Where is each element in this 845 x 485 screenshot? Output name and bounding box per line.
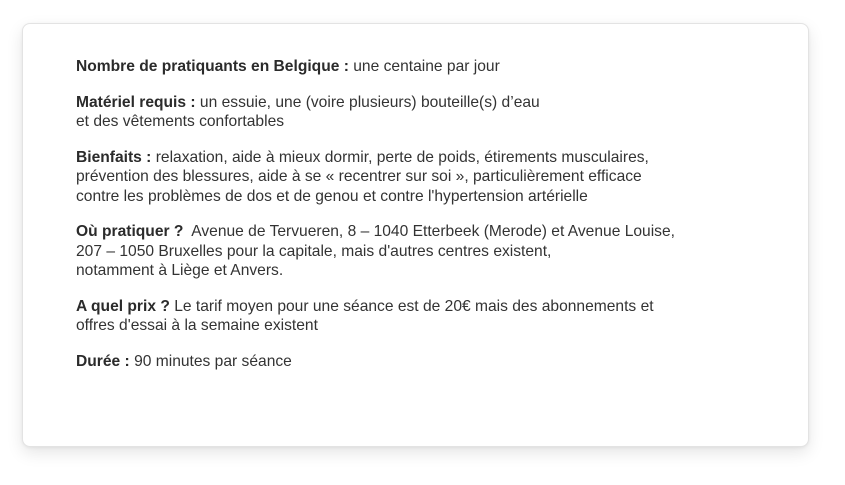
section-materiel	[76, 93, 776, 132]
section-line	[76, 57, 776, 77]
section-line	[76, 352, 776, 372]
info-card	[22, 23, 809, 447]
section-label: Où pratiquer ?	[76, 223, 184, 240]
section-line	[76, 93, 776, 113]
section-label: Matériel requis :	[76, 93, 196, 111]
section-line	[76, 222, 776, 242]
section-bienfaits	[76, 148, 776, 207]
section-text: une centaine par jour	[348, 58, 500, 75]
section-text: offres d'essai à la semaine existent	[76, 317, 318, 334]
section-text: et des vêtements confortables	[76, 113, 285, 130]
section-text: 207 – 1050 Bruxelles pour la capitale, mais d'autres centres existent,	[76, 242, 552, 260]
section-text: relaxation, aide à mieux dormir, perte de poids, étirements musculaires,	[151, 148, 649, 166]
section-line	[76, 297, 776, 317]
section-label: A quel prix ?	[76, 297, 170, 315]
section-label: Durée :	[76, 352, 130, 370]
section-label: Nombre de pratiquants en Belgique :	[76, 58, 349, 75]
section-line	[76, 148, 776, 168]
section-label: Bienfaits :	[76, 148, 152, 166]
section-text: Le tarif moyen pour une séance est de 20€ mais des abonnements et	[169, 297, 654, 315]
section-text: prévention des blessures, aide à se « recentrer sur soi », particulièrement efficace	[76, 168, 642, 185]
section-text: notamment à Liège et Anvers.	[76, 262, 284, 279]
section-text: un essuie, une (voire plusieurs) bouteille(s) d’eau	[195, 93, 540, 111]
section-prix	[76, 297, 776, 336]
section-text: 90 minutes par séance	[129, 352, 292, 370]
info-content	[76, 57, 776, 387]
section-text: Avenue de Tervueren, 8 – 1040 Etterbeek (Merode) et Avenue Louise,	[183, 223, 675, 240]
section-duree	[76, 352, 776, 372]
section-ou-pratiquer	[76, 222, 776, 281]
section-text: contre les problèmes de dos et de genou et contre l'hypertension artérielle	[76, 187, 588, 205]
section-pratiquants	[76, 57, 776, 77]
